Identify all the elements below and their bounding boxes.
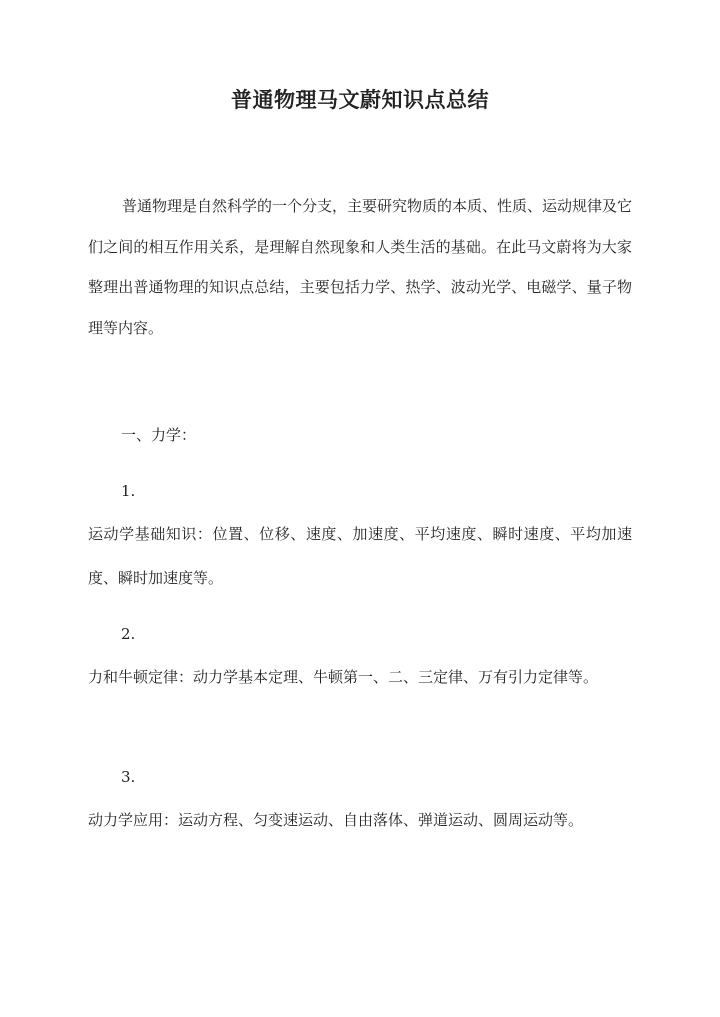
intro-paragraph: 普通物理是自然科学的一个分支，主要研究物质的本质、性质、运动规律及它们之间的相互作用关系，是理解自然现象和人类生活的基础。在此马文蔚将为大家整理出普通物理的知识点总结，主要包括力学、热学、波动光学、电磁学、量子物理等内容。 <box>88 197 633 337</box>
document-title: 普通物理马文蔚知识点总结 <box>231 87 489 112</box>
item-number-2: 2. <box>121 625 136 643</box>
section-heading-mechanics: 一、力学： <box>121 426 197 444</box>
item-text-2: 力和牛顿定律：动力学基本定理、牛顿第一、二、三定律、万有引力定律等。 <box>88 668 599 686</box>
item-text-3: 动力学应用：运动方程、匀变速运动、自由落体、弹道运动、圆周运动等。 <box>88 811 584 829</box>
item-text-1: 运动学基础知识：位置、位移、速度、加速度、平均速度、瞬时速度、平均加速度、瞬时加速度等。 <box>88 525 632 587</box>
item-number-3: 3. <box>121 768 136 786</box>
item-number-1: 1. <box>121 482 136 500</box>
